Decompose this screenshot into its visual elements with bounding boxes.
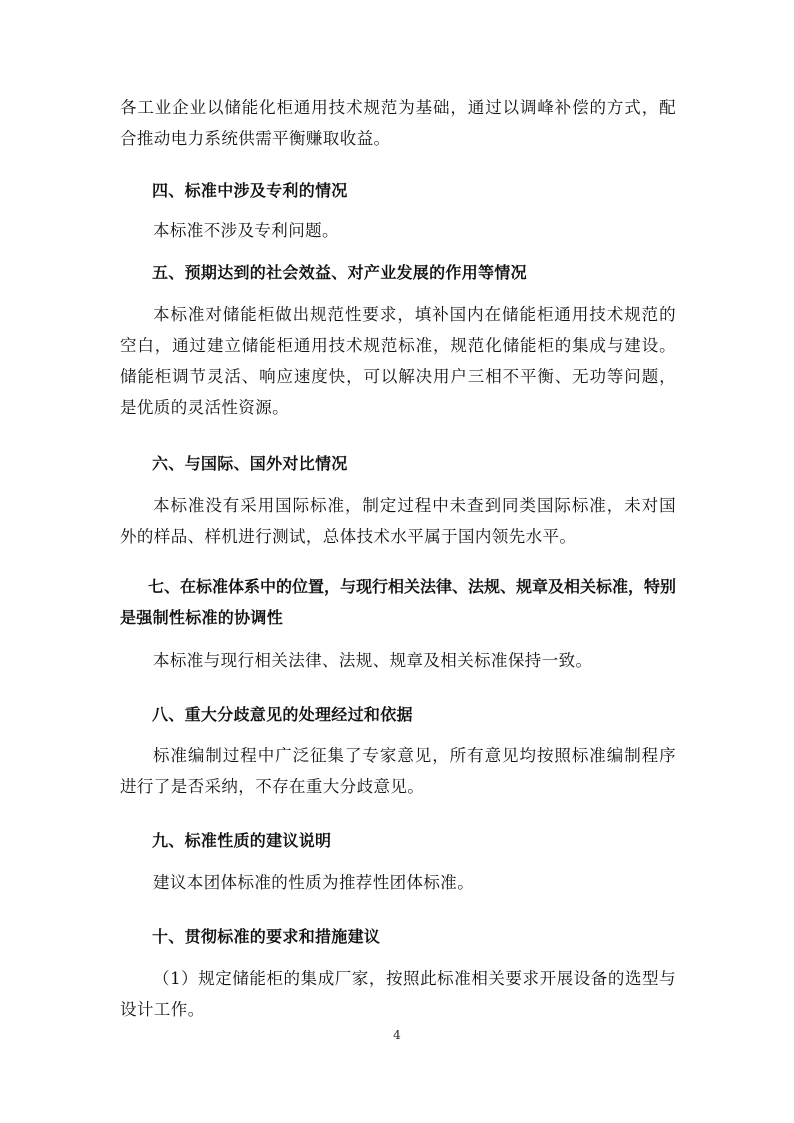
section-4-heading: 四、标准中涉及专利的情况	[152, 181, 348, 200]
section-7-paragraph: 本标准与现行相关法律、法规、规章及相关标准保持一致。	[153, 651, 593, 670]
section-9-heading: 九、标准性质的建议说明	[152, 831, 332, 850]
section-7-heading	[120, 571, 680, 633]
section-8-heading: 八、重大分歧意见的处理经过和依据	[152, 705, 413, 724]
section-10-heading: 十、贯彻标准的要求和措施建议	[152, 927, 381, 946]
section-5-heading: 五、预期达到的社会效益、对产业发展的作用等情况	[152, 263, 527, 282]
section-7-heading-line2: 是强制性标准的协调性	[120, 608, 284, 627]
section-9-paragraph: 建议本团体标准的性质为推荐性团体标准。	[153, 873, 475, 892]
section-10-item-1: （1）规定储能柜的集成厂家，按照此标准相关要求开展设备的选型与设计工作。	[120, 969, 676, 1019]
section-4-paragraph: 本标准不涉及专利问题。	[153, 221, 339, 240]
section-5-paragraph: 本标准对储能柜做出规范性要求，填补国内在储能柜通用技术规范的空白，通过建立储能柜通用技术规范标准，规范化储能柜的集成与建设。储能柜调节灵活、响应速度快，可以解决用户三相不平衡、无功等问题，是优质的灵活性资源。	[120, 305, 676, 417]
section-8-paragraph: 标准编制过程中广泛征集了专家意见，所有意见均按照标准编制程序进行了是否采纳，不存在重大分歧意见。	[120, 746, 676, 796]
section-6-paragraph: 本标准没有采用国际标准，制定过程中未查到同类国际标准，未对国外的样品、样机进行测试，总体技术水平属于国内领先水平。	[120, 496, 676, 546]
section-6-heading: 六、与国际、国外对比情况	[152, 454, 348, 473]
intro-paragraph: 各工业企业以储能化柜通用技术规范为基础，通过以调峰补偿的方式，配合推动电力系统供需平衡赚取收益。	[120, 98, 676, 148]
page-number: 4	[393, 1028, 401, 1042]
section-7-heading-line1: 七、在标准体系中的位置，与现行相关法律、法规、规章及相关标准，特别	[148, 577, 677, 596]
